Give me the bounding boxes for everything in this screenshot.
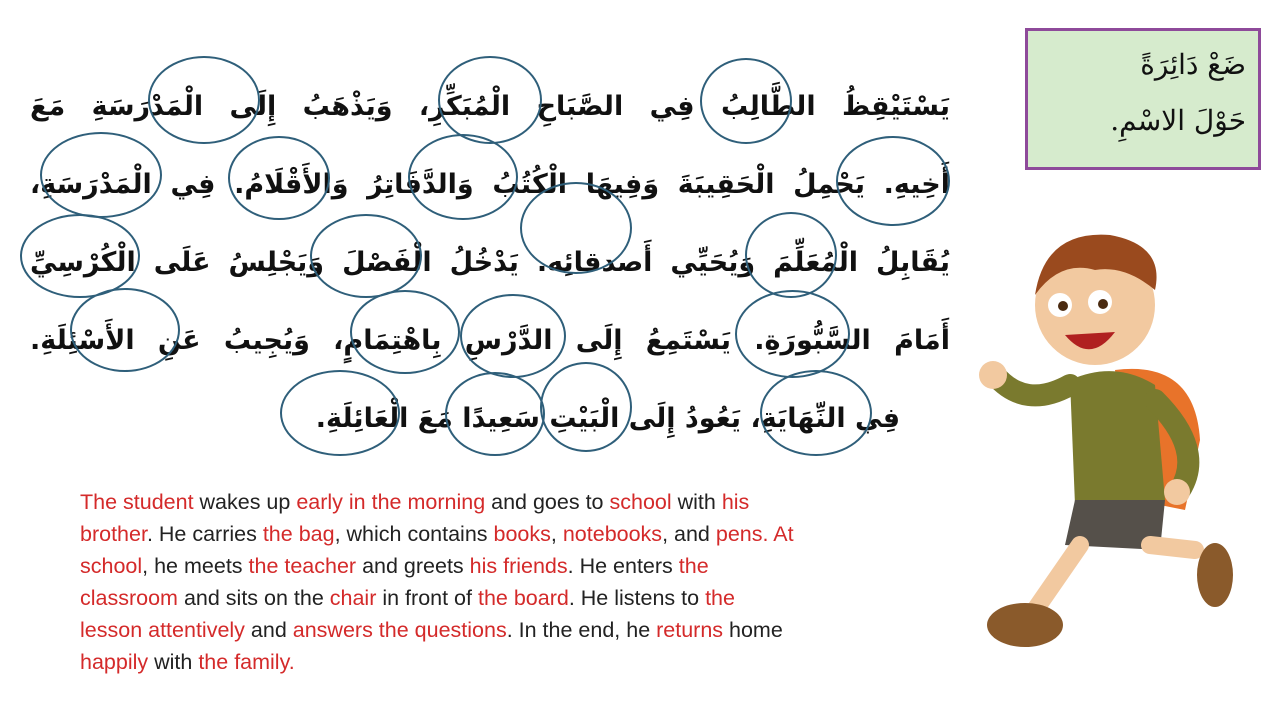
noun-circle — [445, 372, 545, 456]
arabic-line: أَخِيهِ. يَحْمِلُ الْحَقِيبَةَ وَفِيهَا الْكُتُبُ وَالدَّفَاتِرُ وَالأَقْلَامُ. فِي الْمَدْرَسَةِ، — [30, 169, 950, 200]
arabic-line: فِي النِّهَايَةِ، يَعُودُ إِلَى الْبَيْتِ سَعِيدًا مَعَ الْعَائِلَةِ. — [315, 403, 900, 434]
noun-circle — [438, 56, 542, 144]
noun-circle — [228, 136, 330, 220]
arabic-line: أَمَامَ السَّبُّورَةِ. يَسْتَمِعُ إِلَى الدَّرْسِ بِاهْتِمَامٍ، وَيُجِيبُ عَنِ الأَسْئِلَةِ. — [30, 325, 950, 356]
plain-text: home — [723, 618, 783, 642]
noun-circle — [460, 294, 566, 378]
noun-circle — [735, 290, 850, 378]
plain-text: . He enters — [567, 554, 679, 578]
noun-circle — [148, 56, 260, 144]
noun-circle — [520, 182, 632, 274]
plain-text: , — [550, 522, 563, 546]
plain-text: with — [671, 490, 722, 514]
noun-circle — [408, 134, 518, 220]
highlighted-phrase: the bag — [262, 522, 335, 546]
highlighted-phrase: chair — [329, 586, 377, 610]
highlighted-phrase: his friends — [469, 554, 568, 578]
plain-text: . In the end, he — [506, 618, 657, 642]
plain-text: and sits on the — [177, 586, 330, 610]
highlighted-phrase: books — [493, 522, 551, 546]
noun-circle — [745, 212, 837, 298]
highlighted-phrase: returns — [656, 618, 724, 642]
plain-text: , which contains — [334, 522, 494, 546]
running-boy-illustration — [965, 210, 1265, 680]
arabic-line: يُقَابِلُ الْمُعَلِّمَ وَيُحَيِّي أَصدقائِه. يَدْخُلُ الْفَصْلَ وَيَجْلِسُ عَلَى الْكُرْسِيِّ — [30, 247, 950, 278]
plain-text: , and — [662, 522, 716, 546]
plain-text: wakes up — [193, 490, 297, 514]
noun-circle — [40, 132, 162, 218]
highlighted-phrase: the board — [477, 586, 569, 610]
noun-circle — [836, 136, 950, 226]
english-translation — [80, 486, 800, 678]
highlighted-phrase: happily — [80, 650, 149, 674]
noun-circle — [700, 58, 792, 144]
highlighted-phrase: the teacher — [248, 554, 357, 578]
highlighted-phrase: pens. At school — [80, 522, 794, 578]
instruction-box — [1025, 28, 1261, 170]
plain-text: . He listens to — [568, 586, 706, 610]
highlighted-phrase: his brother — [80, 490, 750, 546]
noun-circle — [280, 370, 400, 456]
highlighted-phrase: The student — [80, 490, 194, 514]
noun-circle — [310, 214, 422, 298]
plain-text: . He carries — [146, 522, 263, 546]
plain-text: and greets — [356, 554, 470, 578]
plain-text: in front of — [376, 586, 478, 610]
plain-text: and — [244, 618, 293, 642]
highlighted-phrase: school — [609, 490, 672, 514]
instruction-line: ضَعْ دَائِرَةً — [1140, 48, 1246, 81]
plain-text: and goes to — [485, 490, 610, 514]
highlighted-phrase: the classroom — [80, 554, 709, 610]
noun-circle — [760, 370, 872, 456]
noun-circle — [350, 290, 460, 374]
highlighted-phrase: the lesson attentively — [80, 586, 735, 642]
noun-circle — [540, 362, 632, 452]
noun-circle — [70, 288, 180, 372]
highlighted-phrase: early in the morning — [296, 490, 486, 514]
arabic-line: يَسْتَيْقِظُ الطَّالِبُ فِي الصَّبَاحِ الْمُبَكِّرِ، وَيَذْهَبُ إِلَى الْمَدْرَسَةِ مَعَ — [30, 91, 950, 122]
plain-text: , he meets — [142, 554, 249, 578]
highlighted-phrase: the family. — [198, 650, 295, 674]
highlighted-phrase: notebooks — [562, 522, 663, 546]
highlighted-phrase: answers the questions — [292, 618, 507, 642]
plain-text: with — [148, 650, 199, 674]
instruction-line: حَوْلَ الاسْمِ. — [1110, 104, 1246, 137]
noun-circle — [20, 214, 140, 298]
